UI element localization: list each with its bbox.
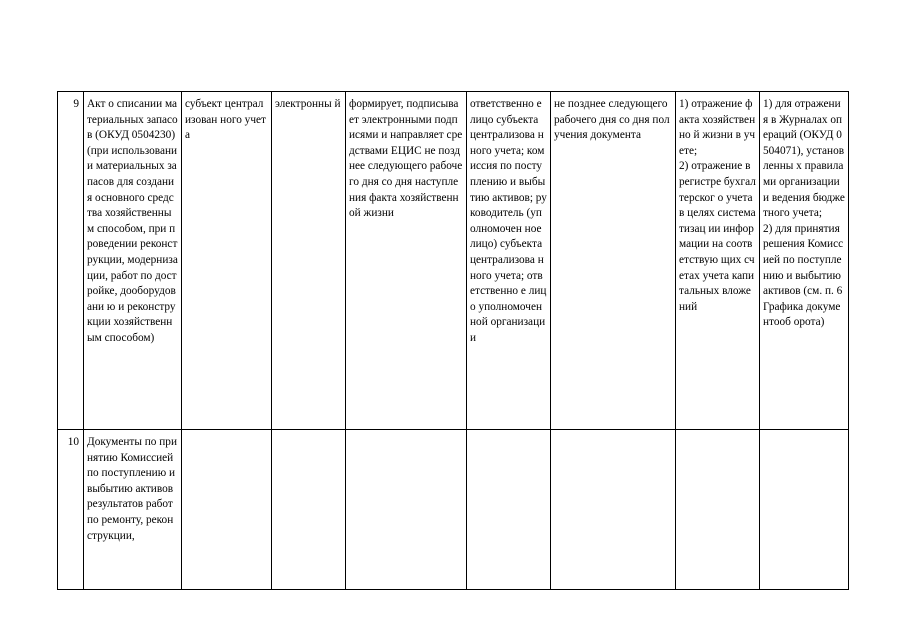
purpose-cell: 1) для отражения в Журналах операций (ОКУД 0504071), установленны х правилами организации и ведения бюджетного учета; 2) для принятия решения Комиссией по поступлению и выбытию активов (см. п. 6 Графика документооб орота) — [760, 92, 849, 430]
document-name-cell: Акт о списании материальных запасов (ОКУД 0504230) (при использовании материальных запасов для создания основного средства хозяйственным способом, при проведении реконструкции, модернизации, работ по достройке, дооборудовани ю и реконструкции хозяйственным способом) — [84, 92, 182, 430]
signer-cell: ответственно е лицо субъекта централизова нного учета; комиссия по поступлению и выбытию активов; руководитель (уполномочен ное лицо) субъекта централизова нного учета; ответственно е лицо уполномочен ной организации — [467, 92, 551, 430]
processing-cell: 1) отражение факта хозяйственно й жизни в учете; 2) отражение в регистре бухгалтерског о учета в целях систематизац ии информации на соответствую щих счетах учета капитальных вложений — [676, 92, 760, 430]
processing-cell — [676, 430, 760, 590]
table-row — [58, 92, 849, 430]
table-row — [58, 430, 849, 590]
creator-cell — [182, 430, 272, 590]
purpose-cell — [760, 430, 849, 590]
format-cell: электронны й — [272, 92, 346, 430]
format-cell — [272, 430, 346, 590]
action-cell: формирует, подписывает электронными подписями и направляет средствами ЕЦИС не позднее следующего рабочего дня со дня наступления факта хозяйственной жизни — [346, 92, 467, 430]
action-cell — [346, 430, 467, 590]
row-number: 9 — [58, 92, 84, 430]
document-name-cell: Документы по принятию Комиссией по поступлению и выбытию активов результатов работ по ремонту, реконструкции, — [84, 430, 182, 590]
deadline-cell — [551, 430, 676, 590]
document-flow-table — [57, 91, 849, 590]
row-number: 10 — [58, 430, 84, 590]
creator-cell: субъект централизован ного учета — [182, 92, 272, 430]
deadline-cell: не позднее следующего рабочего дня со дня получения документа — [551, 92, 676, 430]
signer-cell — [467, 430, 551, 590]
